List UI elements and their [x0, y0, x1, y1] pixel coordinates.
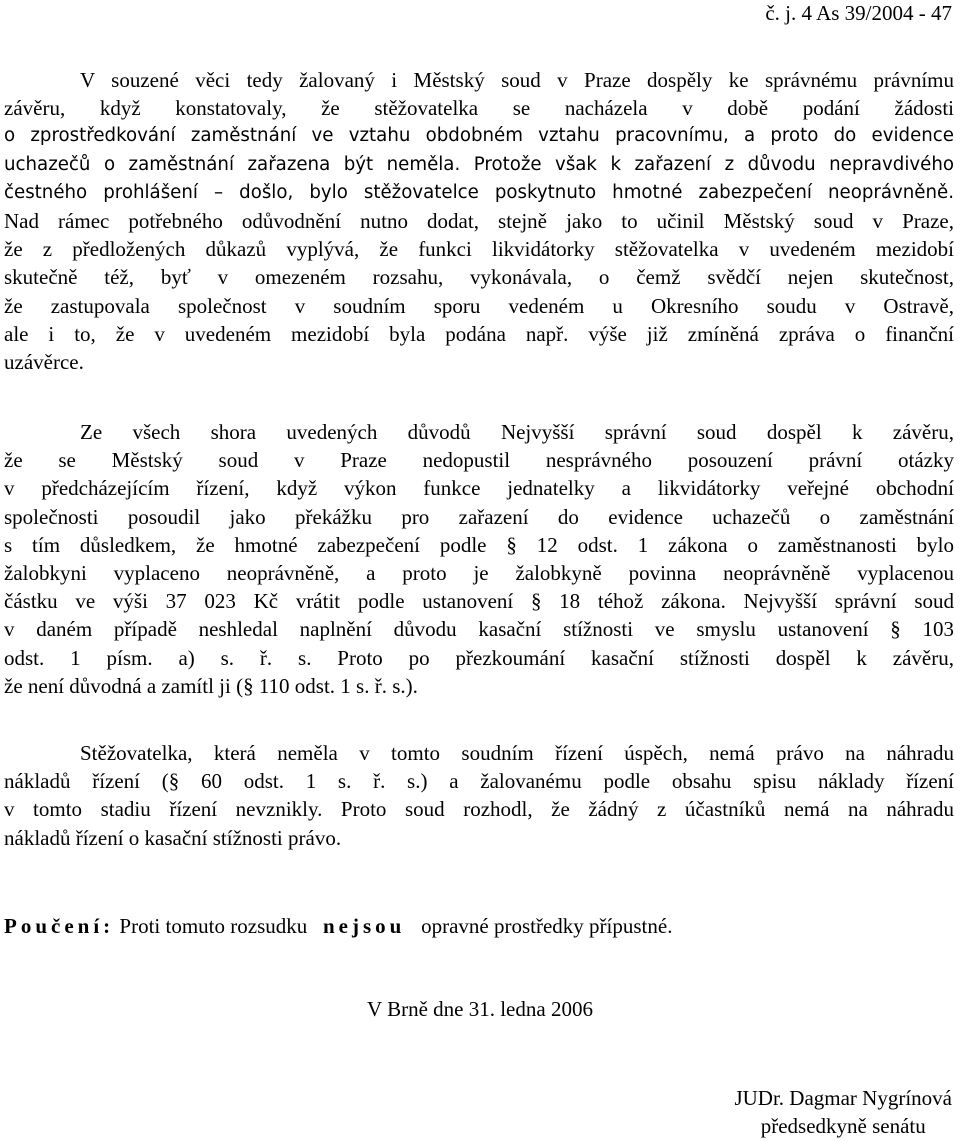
text-line: že z předložených důkazů vyplývá, že funkci likvidátorky stěžovatelka v uvedeném mezidobí	[4, 237, 954, 262]
paragraph-conclusion	[4, 418, 954, 700]
paragraph-costs	[4, 739, 954, 852]
text-line: uzávěrce.	[4, 350, 84, 375]
paragraph-reasoning	[4, 66, 954, 376]
text-line: že zastupovala společnost v soudním sporu vedeném u Okresního soudu v Ostravě,	[4, 293, 954, 318]
text-line: o zprostředkování zaměstnání ve vztahu obdobném vztahu pracovnímu, a proto do evidence	[4, 125, 954, 147]
text-line: společnosti posoudil jako překážku pro zařazení do evidence uchazečů o zaměstnání	[4, 504, 954, 529]
text-line: v předcházejícím řízení, když výkon funkce jednatelky a likvidátorky veřejné obchodní	[4, 476, 954, 501]
text-line: žalobkyni vyplaceno neoprávněně, a proto je žalobkyně povinna neoprávněně vyplacenou	[4, 561, 954, 586]
text-line: že se Městský soud v Praze nedopustil nesprávného posouzení právní otázky	[4, 448, 954, 473]
text-line: Stěžovatelka, která neměla v tomto soudním řízení úspěch, nemá právo na náhradu	[80, 741, 954, 765]
signatory-title: předsedkyně senátu	[760, 1114, 926, 1138]
text-line: ale i to, že v uvedeném mezidobí byla podána např. výše již zmíněná zpráva o finanční	[4, 321, 954, 346]
text-line: Nad rámec potřebného odůvodnění nutno dodat, stejně jako to učinil Městský soud v Praze,	[4, 209, 954, 234]
legal-instruction	[4, 912, 672, 940]
text-line: s tím důsledkem, že hmotné zabezpečení podle § 12 odst. 1 zákona o zaměstnanosti bylo	[4, 532, 954, 557]
text-line: skutečně též, byť v omezeném rozsahu, vykonávala, o čemž svědčí nejen skutečnost,	[4, 265, 954, 290]
text-line: Ze všech shora uvedených důvodů Nejvyšší správní soud dospěl k závěru,	[80, 420, 954, 444]
instruction-text-after: opravné prostředky přípustné.	[421, 914, 673, 938]
signature-block	[734, 1084, 952, 1140]
text-line: nákladů řízení o kasační stížnosti právo.	[4, 825, 342, 850]
text-line: odst. 1 písm. a) s. ř. s. Proto po přezkoumání kasační stížnosti dospěl k závěru,	[4, 645, 954, 670]
instruction-text-before: Proti tomuto rozsudku	[119, 914, 308, 938]
text-line: v daném případě neshledal naplnění důvodu kasační stížnosti ve smyslu ustanovení § 103	[4, 617, 954, 642]
signatory-name: JUDr. Dagmar Nygrínová	[734, 1086, 952, 1110]
text-line: nákladů řízení (§ 60 odst. 1 s. ř. s.) a žalovanému podle obsahu spisu náklady řízení	[4, 769, 954, 794]
case-number: č. j. 4 As 39/2004 - 47	[765, 1, 952, 25]
text-line: V souzené věci tedy žalovaný i Městský soud v Praze dospěly ke správnému právnímu	[80, 68, 954, 92]
text-line: že není důvodná a zamítl ji (§ 110 odst. 1 s. ř. s.).	[4, 673, 418, 698]
text-line: v tomto stadiu řízení nevznikly. Proto soud rozhodl, že žádný z účastníků nemá na náhradu	[4, 797, 954, 822]
text-line: uchazečů o zaměstnání zařazena být neměla. Protože však k zařazení z důvodu nepravdivého	[4, 153, 954, 175]
text-line: závěru, když konstatovaly, že stěžovatelka se nacházela v době podání žádosti	[4, 96, 954, 121]
text-line: čestného prohlášení – došlo, bylo stěžovatelce poskytnuto hmotné zabezpečení neoprávněně.	[4, 181, 954, 203]
instruction-label: Poučení:	[4, 914, 115, 938]
date-line: V Brně dne 31. ledna 2006	[367, 997, 593, 1021]
instruction-emphasis: nejsou	[323, 914, 406, 938]
text-line: částku ve výši 37 023 Kč vrátit podle ustanovení § 18 téhož zákona. Nejvyšší správní soud	[4, 589, 954, 614]
